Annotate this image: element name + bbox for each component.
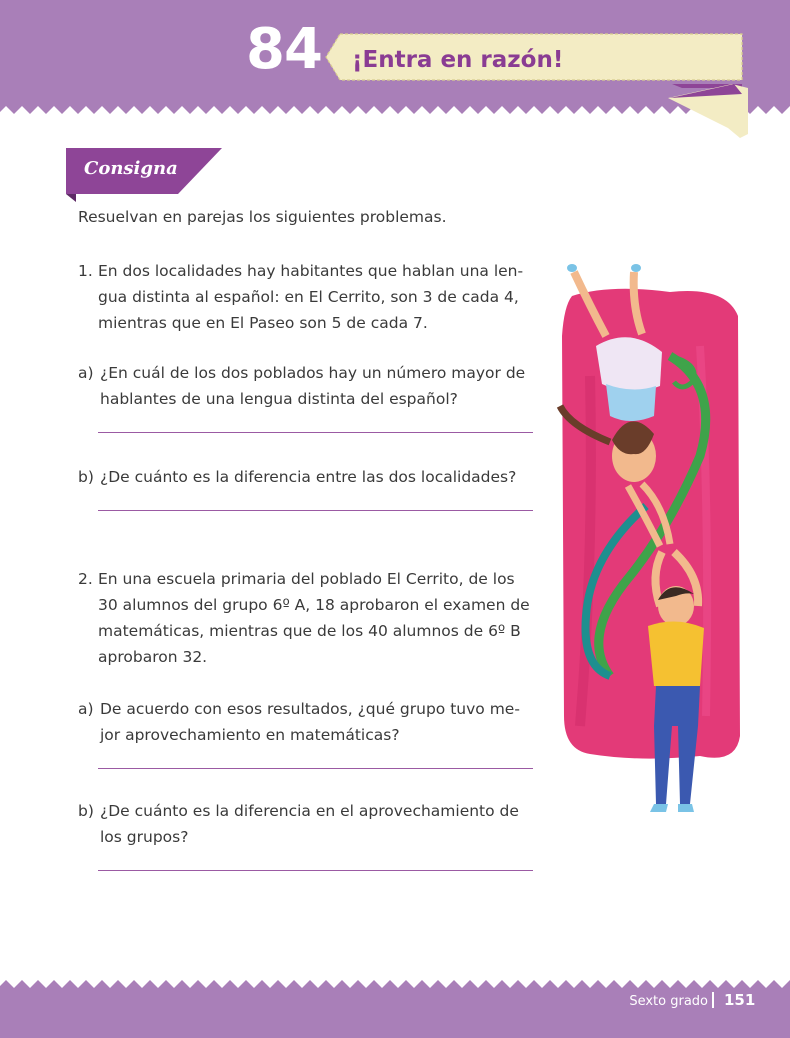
problem-2-line: matemáticas, mientras que de los 40 alumnos de 6º B xyxy=(98,622,521,640)
problem-2-line: 30 alumnos del grupo 6º A, 18 aprobaron el examen de xyxy=(98,596,530,614)
question-2a-line: De acuerdo con esos resultados, ¿qué grupo tuvo me- xyxy=(100,700,520,718)
lesson-number: 84 xyxy=(246,17,322,82)
problem-1-line: gua distinta al español: en El Cerrito, son 3 de cada 4, xyxy=(98,288,519,306)
question-2b-letter: b) xyxy=(78,802,94,820)
problem-1-line: mientras que en El Paseo son 5 de cada 7. xyxy=(98,314,428,332)
problem-2-number: 2. xyxy=(78,570,93,588)
lesson-title: ¡Entra en razón! xyxy=(352,47,564,73)
question-1b-letter: b) xyxy=(78,468,94,486)
consigna-label: Consigna xyxy=(84,158,178,179)
question-1a-line: ¿En cuál de los dos poblados hay un número mayor de xyxy=(100,364,526,382)
acrobats-illustration xyxy=(550,256,746,816)
answer-line-2b[interactable] xyxy=(98,870,533,871)
question-1b-line: ¿De cuánto es la diferencia entre las dos localidades? xyxy=(100,468,517,486)
page-number: 151 xyxy=(724,991,756,1009)
answer-line-2a[interactable] xyxy=(98,768,533,769)
question-2b-line: ¿De cuánto es la diferencia en el aprovechamiento de xyxy=(100,802,519,820)
ribbon-fold xyxy=(668,84,750,140)
question-1a-line: hablantes de una lengua distinta del español? xyxy=(100,390,458,408)
problem-2-line: aprobaron 32. xyxy=(98,648,208,666)
instruction-text: Resuelvan en parejas los siguientes problemas. xyxy=(78,208,447,226)
answer-line-1a[interactable] xyxy=(98,432,533,433)
problem-1-line: En dos localidades hay habitantes que hablan una len- xyxy=(98,262,524,280)
problem-2-line: En una escuela primaria del poblado El Cerrito, de los xyxy=(98,570,515,588)
answer-line-1b[interactable] xyxy=(98,510,533,511)
question-2b-line: los grupos? xyxy=(100,828,189,846)
footer-separator xyxy=(712,992,714,1008)
question-1a-letter: a) xyxy=(78,364,94,382)
question-2a-line: jor aprovechamiento en matemáticas? xyxy=(100,726,400,744)
problem-1-number: 1. xyxy=(78,262,93,280)
grade-label: Sexto grado xyxy=(629,994,708,1009)
footer-band xyxy=(0,980,790,1038)
question-2a-letter: a) xyxy=(78,700,94,718)
